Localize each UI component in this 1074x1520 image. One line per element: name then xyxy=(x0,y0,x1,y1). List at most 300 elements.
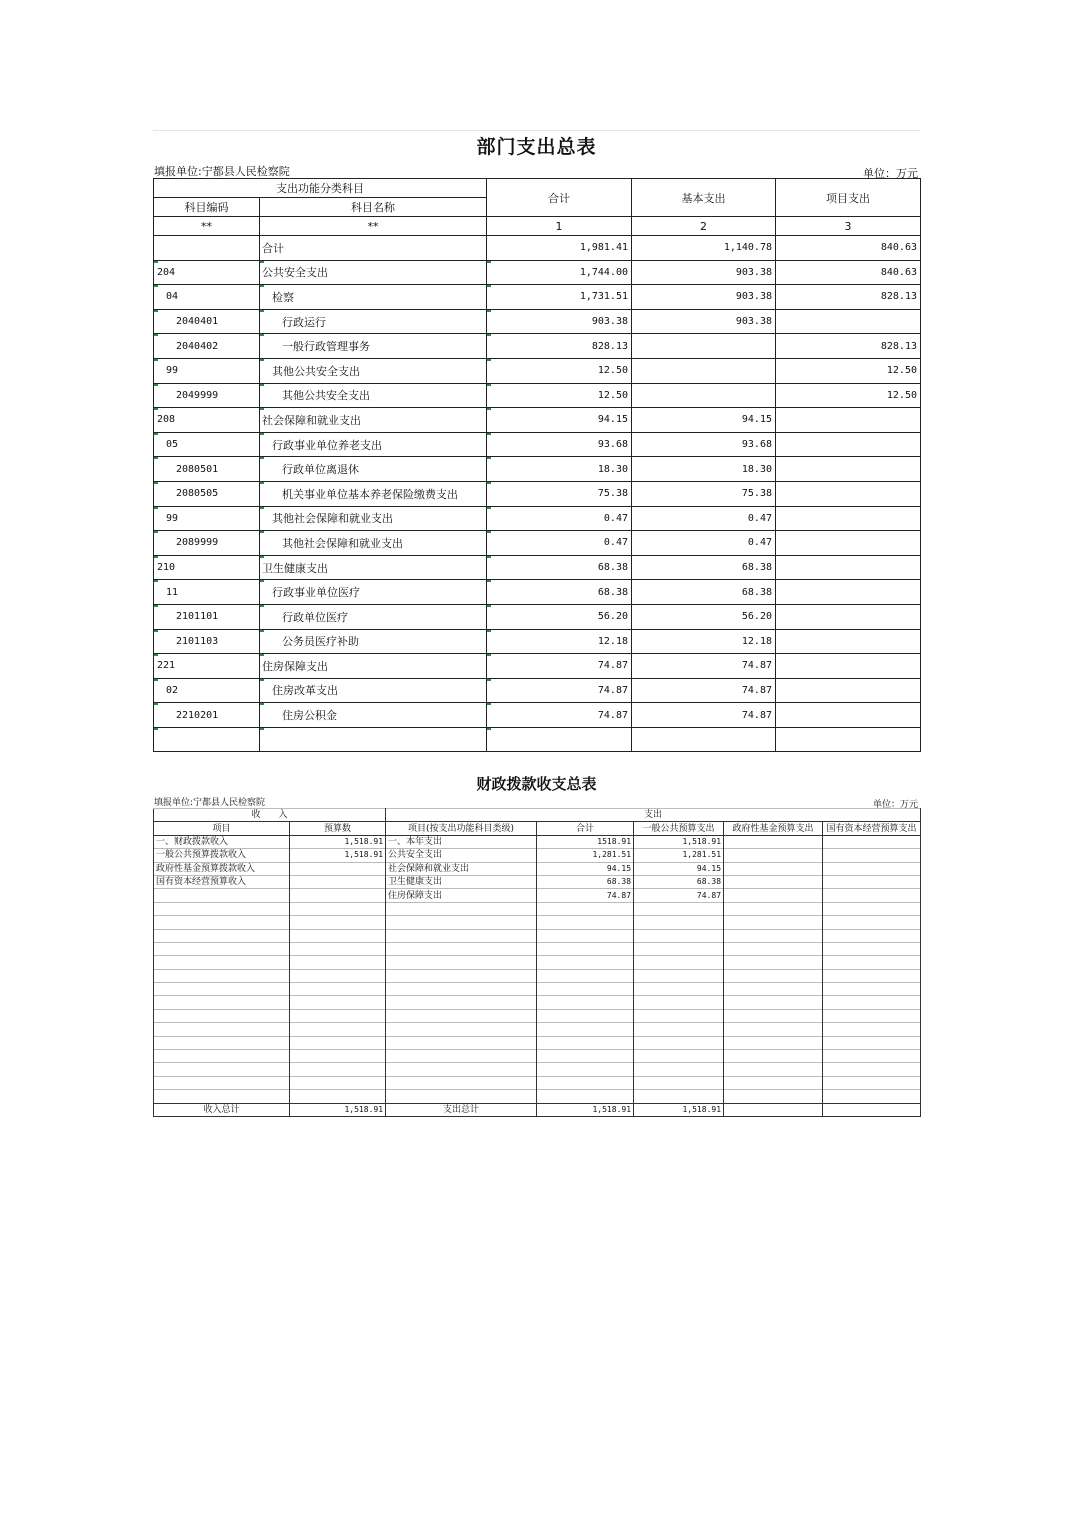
expense-gov-fund-total xyxy=(724,1103,823,1116)
row-budget xyxy=(290,1023,386,1036)
row-general xyxy=(634,1036,724,1049)
row-general xyxy=(634,1076,724,1089)
expense-general-total-value: 1,518.91 xyxy=(634,1103,724,1116)
row-gov-fund xyxy=(724,889,823,902)
row-basic: 12.18 xyxy=(632,629,776,654)
row-state-capital xyxy=(823,969,921,982)
header-code-index: ** xyxy=(154,217,260,236)
row-code: 2089999 xyxy=(154,531,260,556)
header-state-capital: 国有资本经营预算支出 xyxy=(823,822,921,835)
table-row xyxy=(154,580,921,605)
row-general xyxy=(634,942,724,955)
row-name: 社会保障和就业支出 xyxy=(260,408,487,433)
row-item xyxy=(154,1090,290,1103)
table-row xyxy=(154,849,921,862)
row-exp-item xyxy=(386,1076,537,1089)
table-row xyxy=(154,889,921,902)
row-general xyxy=(634,996,724,1009)
row-gov-fund xyxy=(724,835,823,848)
row-name: 机关事业单位基本养老保险缴费支出 xyxy=(260,481,487,506)
row-name: 其他社会保障和就业支出 xyxy=(260,531,487,556)
row-name: 行政单位医疗 xyxy=(260,604,487,629)
table-row xyxy=(154,902,921,915)
row-exp-total xyxy=(537,1023,634,1036)
header-project-index: 3 xyxy=(776,217,921,236)
row-code: 208 xyxy=(154,408,260,433)
row-basic: 903.38 xyxy=(632,260,776,285)
table-row xyxy=(154,236,921,261)
row-item xyxy=(154,983,290,996)
row-exp-item xyxy=(386,983,537,996)
row-code: 99 xyxy=(154,358,260,383)
row-name: 住房保障支出 xyxy=(260,654,487,679)
row-project xyxy=(776,580,921,605)
row-code: 2101103 xyxy=(154,629,260,654)
row-exp-total xyxy=(537,1063,634,1076)
row-general xyxy=(634,1063,724,1076)
row-total: 828.13 xyxy=(487,334,632,359)
row-state-capital xyxy=(823,889,921,902)
row-name: 检察 xyxy=(260,285,487,310)
row-exp-total: 1,281.51 xyxy=(537,849,634,862)
row-gov-fund xyxy=(724,849,823,862)
row-project xyxy=(776,481,921,506)
row-name: 行政运行 xyxy=(260,309,487,334)
row-budget xyxy=(290,1090,386,1103)
table-row xyxy=(154,983,921,996)
row-gov-fund xyxy=(724,1076,823,1089)
row-project xyxy=(776,555,921,580)
row-exp-item: 公共安全支出 xyxy=(386,849,537,862)
row-general xyxy=(634,1050,724,1063)
row-exp-total xyxy=(537,1036,634,1049)
row-basic: 74.87 xyxy=(632,678,776,703)
row-code: 05 xyxy=(154,432,260,457)
row-name: 合计 xyxy=(260,236,487,261)
row-basic: 74.87 xyxy=(632,654,776,679)
row-total: 56.20 xyxy=(487,604,632,629)
row-name: 住房改革支出 xyxy=(260,678,487,703)
table-row xyxy=(154,875,921,888)
row-basic xyxy=(632,383,776,408)
row-state-capital xyxy=(823,1076,921,1089)
table-row xyxy=(154,929,921,942)
row-item xyxy=(154,996,290,1009)
row-exp-total xyxy=(537,902,634,915)
row-code: 2210201 xyxy=(154,703,260,728)
header-name-index: ** xyxy=(260,217,487,236)
table-row xyxy=(154,1050,921,1063)
row-state-capital xyxy=(823,983,921,996)
row-item xyxy=(154,956,290,969)
row-state-capital xyxy=(823,942,921,955)
row-basic: 1,140.78 xyxy=(632,236,776,261)
row-total: 12.50 xyxy=(487,358,632,383)
table-row xyxy=(154,1090,921,1103)
row-gov-fund xyxy=(724,1050,823,1063)
row-exp-item: 社会保障和就业支出 xyxy=(386,862,537,875)
row-budget xyxy=(290,996,386,1009)
row-name xyxy=(260,727,487,752)
row-project: 12.50 xyxy=(776,383,921,408)
row-exp-total xyxy=(537,1050,634,1063)
row-exp-item xyxy=(386,1036,537,1049)
row-item xyxy=(154,1009,290,1022)
table-row xyxy=(154,604,921,629)
row-basic: 56.20 xyxy=(632,604,776,629)
row-name: 行政事业单位医疗 xyxy=(260,580,487,605)
row-project xyxy=(776,309,921,334)
table-row xyxy=(154,969,921,982)
row-budget xyxy=(290,983,386,996)
row-code: 2080505 xyxy=(154,481,260,506)
row-exp-item xyxy=(386,902,537,915)
row-name: 一般行政管理事务 xyxy=(260,334,487,359)
row-total: 75.38 xyxy=(487,481,632,506)
row-gov-fund xyxy=(724,1023,823,1036)
row-exp-item: 一、本年支出 xyxy=(386,835,537,848)
row-state-capital xyxy=(823,849,921,862)
row-exp-total: 74.87 xyxy=(537,889,634,902)
row-exp-total xyxy=(537,942,634,955)
table-row xyxy=(154,629,921,654)
row-item xyxy=(154,902,290,915)
header-exp-item: 项目(按支出功能科目类级) xyxy=(386,822,537,835)
row-state-capital xyxy=(823,929,921,942)
row-project xyxy=(776,432,921,457)
row-exp-total xyxy=(537,1076,634,1089)
row-name: 其他公共安全支出 xyxy=(260,358,487,383)
row-exp-item: 卫生健康支出 xyxy=(386,875,537,888)
row-budget xyxy=(290,1050,386,1063)
row-basic: 18.30 xyxy=(632,457,776,482)
row-total: 68.38 xyxy=(487,580,632,605)
table-row xyxy=(154,956,921,969)
row-exp-item xyxy=(386,1009,537,1022)
row-project: 840.63 xyxy=(776,236,921,261)
table-row xyxy=(154,654,921,679)
row-project: 840.63 xyxy=(776,260,921,285)
row-state-capital xyxy=(823,916,921,929)
header-total-index: 1 xyxy=(487,217,632,236)
row-total: 0.47 xyxy=(487,506,632,531)
header-total: 合计 xyxy=(487,179,632,217)
row-gov-fund xyxy=(724,1036,823,1049)
row-exp-item xyxy=(386,929,537,942)
row-general xyxy=(634,902,724,915)
table-row xyxy=(154,506,921,531)
row-code: 2040401 xyxy=(154,309,260,334)
table-row xyxy=(154,555,921,580)
row-general xyxy=(634,956,724,969)
row-exp-total xyxy=(537,929,634,942)
row-item xyxy=(154,1063,290,1076)
table-row xyxy=(154,727,921,752)
row-basic: 0.47 xyxy=(632,506,776,531)
row-general xyxy=(634,1023,724,1036)
row-budget xyxy=(290,1036,386,1049)
row-budget xyxy=(290,862,386,875)
row-item: 一般公共预算拨款收入 xyxy=(154,849,290,862)
row-project xyxy=(776,506,921,531)
row-project xyxy=(776,408,921,433)
row-general: 1,281.51 xyxy=(634,849,724,862)
header-project: 项目支出 xyxy=(776,179,921,217)
row-name: 其他社会保障和就业支出 xyxy=(260,506,487,531)
row-item xyxy=(154,1036,290,1049)
row-state-capital xyxy=(823,1009,921,1022)
row-budget xyxy=(290,1009,386,1022)
row-general xyxy=(634,1009,724,1022)
row-code: 2101101 xyxy=(154,604,260,629)
row-basic: 903.38 xyxy=(632,285,776,310)
department-expenditure-title: 部门支出总表 xyxy=(476,136,597,158)
row-exp-total: 68.38 xyxy=(537,875,634,888)
row-exp-item: 住房保障支出 xyxy=(386,889,537,902)
expense-total-value: 1,518.91 xyxy=(537,1103,634,1116)
row-state-capital xyxy=(823,1063,921,1076)
row-budget xyxy=(290,942,386,955)
table-row xyxy=(154,481,921,506)
row-gov-fund xyxy=(724,942,823,955)
row-general xyxy=(634,929,724,942)
row-exp-total xyxy=(537,996,634,1009)
header-code: 科目编码 xyxy=(154,198,260,217)
row-gov-fund xyxy=(724,969,823,982)
row-budget xyxy=(290,875,386,888)
row-basic: 68.38 xyxy=(632,580,776,605)
row-project xyxy=(776,531,921,556)
table-row xyxy=(154,531,921,556)
row-total: 1,731.51 xyxy=(487,285,632,310)
table-row xyxy=(154,862,921,875)
row-budget xyxy=(290,916,386,929)
row-exp-total xyxy=(537,1009,634,1022)
row-state-capital xyxy=(823,902,921,915)
row-general xyxy=(634,983,724,996)
row-basic: 0.47 xyxy=(632,531,776,556)
row-code xyxy=(154,727,260,752)
row-exp-item xyxy=(386,1090,537,1103)
row-exp-item xyxy=(386,969,537,982)
row-state-capital xyxy=(823,1036,921,1049)
row-exp-total xyxy=(537,983,634,996)
row-budget xyxy=(290,1063,386,1076)
row-name: 公务员医疗补助 xyxy=(260,629,487,654)
row-state-capital xyxy=(823,996,921,1009)
header-function-group: 支出功能分类科目 xyxy=(154,179,487,198)
table-row xyxy=(154,358,921,383)
fiscal-appropriation-title: 财政拨款收支总表 xyxy=(476,775,597,793)
table-row xyxy=(154,942,921,955)
table-row xyxy=(154,835,921,848)
row-state-capital xyxy=(823,1090,921,1103)
expense-state-capital-total xyxy=(823,1103,921,1116)
row-code: 2080501 xyxy=(154,457,260,482)
row-code: 11 xyxy=(154,580,260,605)
t2-currency-unit: 单位：万元 xyxy=(872,800,918,810)
row-general xyxy=(634,916,724,929)
row-budget xyxy=(290,956,386,969)
row-name: 公共安全支出 xyxy=(260,260,487,285)
row-general xyxy=(634,969,724,982)
row-budget xyxy=(290,902,386,915)
row-budget: 1,518.91 xyxy=(290,835,386,848)
row-item: 国有资本经营预算收入 xyxy=(154,875,290,888)
row-item xyxy=(154,1050,290,1063)
row-project xyxy=(776,703,921,728)
row-gov-fund xyxy=(724,929,823,942)
row-exp-item xyxy=(386,916,537,929)
table-row xyxy=(154,1023,921,1036)
row-item xyxy=(154,942,290,955)
header-gov-fund: 政府性基金预算支出 xyxy=(724,822,823,835)
table-row xyxy=(154,1076,921,1089)
row-gov-fund xyxy=(724,875,823,888)
header-basic-index: 2 xyxy=(632,217,776,236)
table-row xyxy=(154,309,921,334)
row-exp-total xyxy=(537,916,634,929)
t1-currency-unit: 单位：万元 xyxy=(863,167,918,180)
row-name: 行政事业单位养老支出 xyxy=(260,432,487,457)
row-name: 住房公积金 xyxy=(260,703,487,728)
row-item xyxy=(154,889,290,902)
row-code: 2049999 xyxy=(154,383,260,408)
row-total: 68.38 xyxy=(487,555,632,580)
header-general-budget: 一般公共预算支出 xyxy=(634,822,724,835)
row-project xyxy=(776,629,921,654)
row-code: 99 xyxy=(154,506,260,531)
fiscal-appropriation-table xyxy=(153,808,921,1117)
row-state-capital xyxy=(823,1050,921,1063)
header-expense: 支出 xyxy=(386,809,921,822)
row-project xyxy=(776,604,921,629)
row-exp-total: 94.15 xyxy=(537,862,634,875)
row-basic xyxy=(632,334,776,359)
row-gov-fund xyxy=(724,956,823,969)
row-project xyxy=(776,727,921,752)
row-total: 93.68 xyxy=(487,432,632,457)
row-gov-fund xyxy=(724,1063,823,1076)
row-basic: 75.38 xyxy=(632,481,776,506)
table-row xyxy=(154,1036,921,1049)
header-exp-total: 合计 xyxy=(537,822,634,835)
expense-total-label: 支出总计 xyxy=(386,1103,537,1116)
row-item: 一、财政拨款收入 xyxy=(154,835,290,848)
row-gov-fund xyxy=(724,983,823,996)
table-row xyxy=(154,432,921,457)
row-state-capital xyxy=(823,875,921,888)
row-gov-fund xyxy=(724,996,823,1009)
t2-total-row xyxy=(154,1103,921,1116)
row-exp-item xyxy=(386,956,537,969)
row-project: 828.13 xyxy=(776,334,921,359)
row-general: 94.15 xyxy=(634,862,724,875)
row-gov-fund xyxy=(724,916,823,929)
row-exp-total xyxy=(537,956,634,969)
row-code: 221 xyxy=(154,654,260,679)
row-item xyxy=(154,916,290,929)
row-state-capital xyxy=(823,956,921,969)
t2-reporting-unit: 填报单位:宁都县人民检察院 xyxy=(154,798,266,808)
row-exp-item xyxy=(386,1023,537,1036)
table-row xyxy=(154,260,921,285)
header-income: 收 入 xyxy=(154,809,386,822)
table-row xyxy=(154,285,921,310)
department-expenditure-table xyxy=(153,178,921,752)
t1-reporting-unit: 填报单位:宁都县人民检察院 xyxy=(154,165,290,178)
income-total-value: 1,518.91 xyxy=(290,1103,386,1116)
row-item: 政府性基金预算拨款收入 xyxy=(154,862,290,875)
row-gov-fund xyxy=(724,902,823,915)
row-code: 02 xyxy=(154,678,260,703)
row-exp-total xyxy=(537,1090,634,1103)
row-budget xyxy=(290,929,386,942)
row-total: 1,981.41 xyxy=(487,236,632,261)
table-row xyxy=(154,703,921,728)
header-basic: 基本支出 xyxy=(632,179,776,217)
table-row xyxy=(154,457,921,482)
row-total: 94.15 xyxy=(487,408,632,433)
table-row xyxy=(154,334,921,359)
row-total: 12.50 xyxy=(487,383,632,408)
row-general xyxy=(634,1090,724,1103)
row-budget xyxy=(290,1076,386,1089)
row-project xyxy=(776,457,921,482)
row-code: 210 xyxy=(154,555,260,580)
row-name: 卫生健康支出 xyxy=(260,555,487,580)
row-total: 12.18 xyxy=(487,629,632,654)
row-budget: 1,518.91 xyxy=(290,849,386,862)
row-exp-item xyxy=(386,942,537,955)
row-project xyxy=(776,678,921,703)
table-row xyxy=(154,916,921,929)
row-exp-item xyxy=(386,1050,537,1063)
row-item xyxy=(154,1076,290,1089)
row-general: 74.87 xyxy=(634,889,724,902)
table-row xyxy=(154,408,921,433)
table-row xyxy=(154,678,921,703)
header-item: 项目 xyxy=(154,822,290,835)
row-total xyxy=(487,727,632,752)
row-exp-total: 1518.91 xyxy=(537,835,634,848)
row-budget xyxy=(290,889,386,902)
row-total: 74.87 xyxy=(487,654,632,679)
row-general: 68.38 xyxy=(634,875,724,888)
row-code: 04 xyxy=(154,285,260,310)
row-name: 行政单位离退休 xyxy=(260,457,487,482)
row-exp-total xyxy=(537,969,634,982)
row-exp-item xyxy=(386,996,537,1009)
row-gov-fund xyxy=(724,1009,823,1022)
header-budget: 预算数 xyxy=(290,822,386,835)
page-top-rule xyxy=(153,130,920,131)
row-total: 1,744.00 xyxy=(487,260,632,285)
header-name: 科目名称 xyxy=(260,198,487,217)
row-basic: 93.68 xyxy=(632,432,776,457)
row-exp-item xyxy=(386,1063,537,1076)
table-row xyxy=(154,383,921,408)
row-basic: 94.15 xyxy=(632,408,776,433)
row-general: 1,518.91 xyxy=(634,835,724,848)
row-gov-fund xyxy=(724,862,823,875)
row-state-capital xyxy=(823,862,921,875)
row-basic: 68.38 xyxy=(632,555,776,580)
row-basic: 903.38 xyxy=(632,309,776,334)
row-total: 0.47 xyxy=(487,531,632,556)
table-row xyxy=(154,996,921,1009)
row-state-capital xyxy=(823,835,921,848)
